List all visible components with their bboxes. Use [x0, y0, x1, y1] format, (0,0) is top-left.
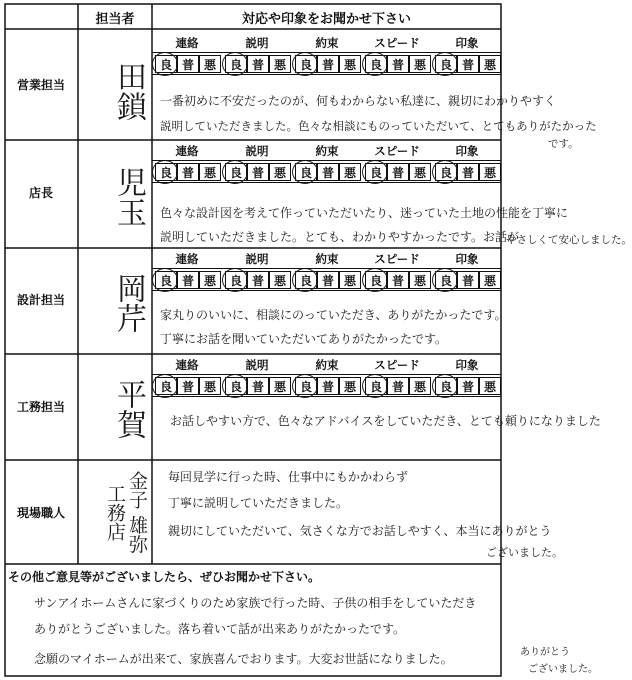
rating-option[interactable]: 悪: [269, 377, 291, 395]
rating-option[interactable]: 悪: [199, 271, 221, 289]
rating-option[interactable]: 良: [155, 55, 177, 73]
rating-option[interactable]: 良: [365, 55, 387, 73]
rating-option[interactable]: 悪: [199, 55, 221, 73]
header-tantousha: 担当者: [95, 12, 135, 27]
rating-grid-border: [152, 33, 501, 75]
category-label: 連絡: [175, 252, 199, 266]
staff-name: 岡芹: [111, 273, 146, 333]
rating-grid-divider: [152, 374, 501, 375]
staff-name: 児玉: [111, 167, 146, 227]
rating-option[interactable]: 悪: [409, 55, 431, 73]
rating-option[interactable]: 悪: [339, 377, 361, 395]
rating-option[interactable]: 普: [317, 163, 339, 181]
rating-option[interactable]: 良: [155, 163, 177, 181]
rating-grid-border: [152, 141, 501, 183]
comment-line: 丁寧に説明していただきました。: [168, 496, 349, 510]
rating-option[interactable]: 良: [295, 271, 317, 289]
category-label: スピード: [374, 36, 420, 50]
category-label: 約束: [315, 252, 339, 266]
rating-option[interactable]: 悪: [479, 55, 501, 73]
footer-prompt: その他ご意見等がございましたら、ぜひお聞かせ下さい。: [8, 570, 321, 584]
rating-option[interactable]: 悪: [479, 377, 501, 395]
rating-option[interactable]: 良: [225, 55, 247, 73]
rating-option[interactable]: 良: [435, 377, 457, 395]
comment-line: 一番初めに不安だったのが、何もわからない私達に、親切にわかりやすく: [160, 94, 557, 108]
rating-grid-divider: [152, 268, 501, 269]
rating-option[interactable]: 普: [457, 377, 479, 395]
rating-grid-border: [152, 249, 501, 291]
rating-option[interactable]: 普: [387, 163, 409, 181]
category-label: スピード: [374, 358, 420, 372]
staff-name: 田鎖: [111, 61, 146, 121]
category-label: 連絡: [175, 358, 199, 372]
comment-line: 毎回見学に行った時、仕事中にもかかわらず: [168, 470, 409, 484]
rating-option[interactable]: 普: [317, 377, 339, 395]
comment-line: 丁寧にお話を聞いていただいてありがたかったです。: [160, 332, 448, 346]
rating-grid-border: [152, 355, 501, 397]
rating-option[interactable]: 良: [365, 377, 387, 395]
rating-option[interactable]: 良: [225, 377, 247, 395]
rating-option[interactable]: 普: [177, 271, 199, 289]
rating-option[interactable]: 良: [155, 271, 177, 289]
category-label: 印象: [455, 144, 479, 158]
rating-block: [152, 355, 501, 409]
footer-comment-line: ありがとうございました。落ち着いて話が出来ありがたかったです。: [34, 622, 406, 636]
rating-option[interactable]: 悪: [409, 271, 431, 289]
staff-name: 平賀: [111, 379, 146, 439]
rating-option[interactable]: 普: [247, 163, 269, 181]
comment-line: 説明していただきました。色々な相談にものっていただいて、とてもありがたかった: [160, 119, 597, 133]
rating-option[interactable]: 良: [295, 377, 317, 395]
rating-option[interactable]: 悪: [409, 377, 431, 395]
rating-option[interactable]: 普: [387, 377, 409, 395]
rating-option[interactable]: 悪: [199, 163, 221, 181]
rating-block: [152, 249, 501, 303]
rating-option[interactable]: 良: [295, 163, 317, 181]
rating-block: [152, 33, 501, 87]
rating-option[interactable]: 悪: [339, 55, 361, 73]
rating-option[interactable]: 普: [387, 55, 409, 73]
rating-option[interactable]: 悪: [339, 271, 361, 289]
rating-option[interactable]: 普: [457, 163, 479, 181]
rating-option[interactable]: 普: [387, 271, 409, 289]
role-label: 営業担当: [16, 78, 65, 92]
rating-option[interactable]: 普: [177, 55, 199, 73]
category-label: 約束: [315, 358, 339, 372]
rating-option[interactable]: 普: [457, 271, 479, 289]
comment-line: です。: [548, 138, 579, 150]
rating-option[interactable]: 良: [435, 271, 457, 289]
rating-option[interactable]: 普: [247, 271, 269, 289]
rating-option[interactable]: 悪: [269, 163, 291, 181]
rating-option[interactable]: 良: [155, 377, 177, 395]
category-label: 印象: [455, 252, 479, 266]
comment-line: 家丸りのいいに、相談にのっていただき、ありがたかったです。: [160, 308, 507, 322]
rating-option[interactable]: 悪: [269, 55, 291, 73]
category-label: 約束: [315, 36, 339, 50]
rating-option[interactable]: 良: [295, 55, 317, 73]
comment-line: 色々な設計図を考えて作っていただいたり、迷っていた土地の性能を丁寧に: [160, 206, 569, 220]
rating-option[interactable]: 良: [435, 55, 457, 73]
rating-option[interactable]: 普: [177, 377, 199, 395]
comment-line: ございました。: [486, 546, 563, 559]
rating-option[interactable]: 普: [317, 271, 339, 289]
rating-grid-divider: [152, 52, 501, 53]
rating-option[interactable]: 悪: [339, 163, 361, 181]
footer-comment-line: サンアイホームさんに家づくりのため家族で行った時、子供の相手をしていただき: [34, 596, 477, 610]
staff-name: 金子 雄弥 工務店: [104, 470, 148, 554]
rating-option[interactable]: 良: [365, 163, 387, 181]
role-label: 現場職人: [16, 506, 65, 520]
role-label: 工務担当: [16, 400, 65, 414]
header-request: 対応や印象をお聞かせ下さい: [241, 12, 411, 27]
category-label: 印象: [455, 358, 479, 372]
category-label: 連絡: [175, 36, 199, 50]
rating-option[interactable]: 普: [177, 163, 199, 181]
rating-option[interactable]: 普: [317, 55, 339, 73]
role-label: 設計担当: [16, 293, 65, 307]
footer-comment-line: 念願のマイホームが出来て、家族喜んでおります。大変お世話になりました。: [34, 652, 453, 666]
rating-option[interactable]: 良: [365, 271, 387, 289]
rating-option[interactable]: 悪: [479, 271, 501, 289]
role-label: 店長: [28, 186, 53, 200]
category-label: 説明: [245, 252, 269, 266]
comment-line: 親切にしていただいて、気さくな方でお話しやすく、本当にありがとう: [168, 524, 552, 538]
rating-option[interactable]: 悪: [269, 271, 291, 289]
category-label: スピード: [374, 252, 420, 266]
rating-option[interactable]: 良: [435, 163, 457, 181]
comment-line: 説明していただきました。とても、わかりやすかったです。お話が: [160, 230, 520, 244]
category-label: 説明: [245, 36, 269, 50]
rating-option[interactable]: 普: [457, 55, 479, 73]
footer-comment-line: ございました。: [528, 664, 598, 675]
rating-option[interactable]: 良: [225, 271, 247, 289]
category-label: 印象: [455, 36, 479, 50]
rating-option[interactable]: 普: [247, 55, 269, 73]
comment-line: お話しやすい方で、色々なアドバイスをしていただき、とても頼りになりました: [170, 414, 601, 428]
category-label: スピード: [374, 144, 420, 158]
comment-line: やさしくて安心しました。: [506, 234, 632, 246]
category-label: 説明: [245, 358, 269, 372]
category-label: 説明: [245, 144, 269, 158]
rating-grid-divider: [152, 160, 501, 161]
rating-option[interactable]: 悪: [409, 163, 431, 181]
rating-option[interactable]: 悪: [199, 377, 221, 395]
footer-comment-line: ありがとう: [520, 647, 570, 658]
rating-block: [152, 141, 501, 195]
rating-option[interactable]: 普: [247, 377, 269, 395]
category-label: 連絡: [175, 144, 199, 158]
category-label: 約束: [315, 144, 339, 158]
rating-option[interactable]: 悪: [479, 163, 501, 181]
rating-option[interactable]: 良: [225, 163, 247, 181]
